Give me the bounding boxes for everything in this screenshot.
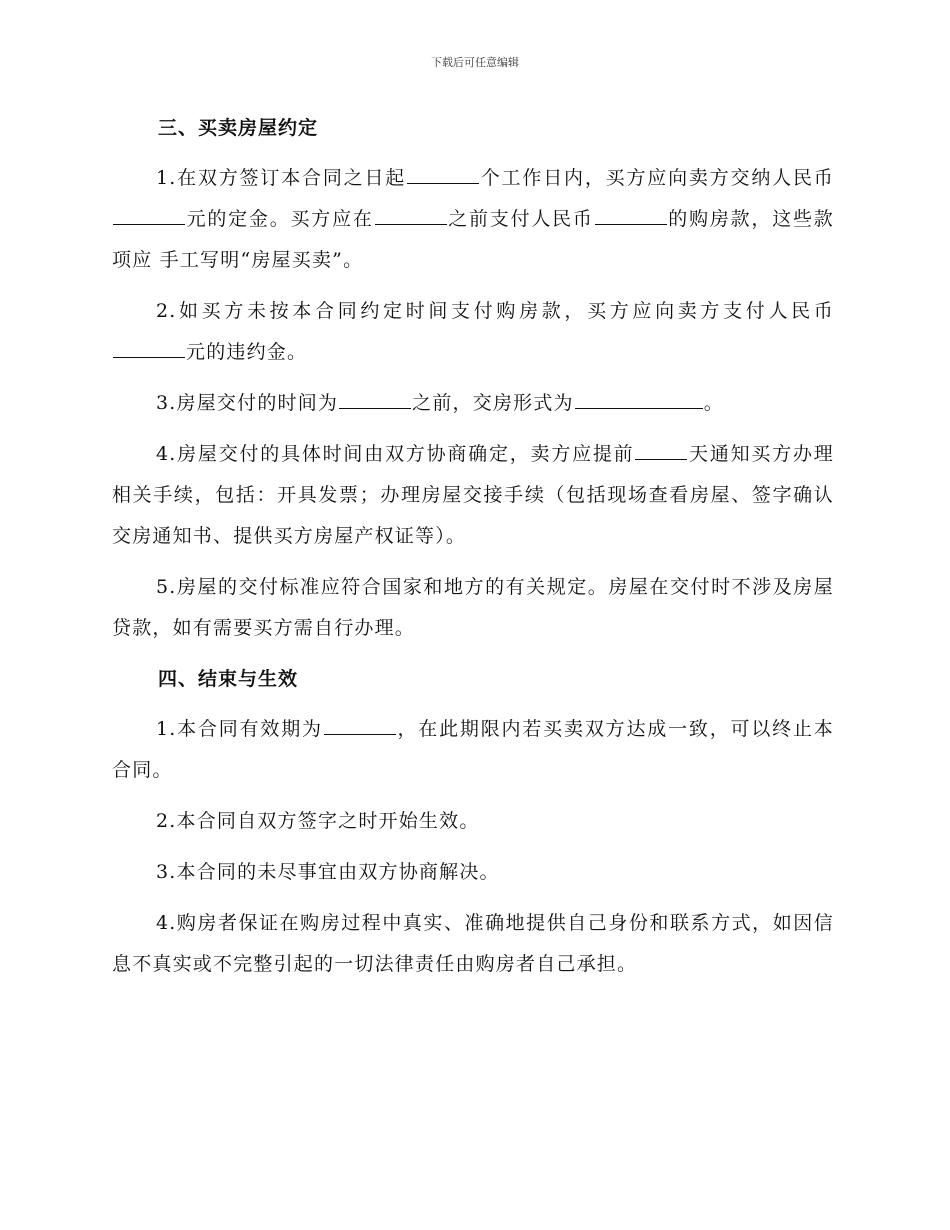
clause-number: 4.	[156, 443, 177, 465]
clause-4-4	[112, 903, 834, 985]
clause-number: 1.	[156, 167, 177, 189]
clause-text: 本合同自双方签字之时开始生效。	[176, 810, 480, 832]
section-heading-3: 三、买卖房屋约定	[158, 117, 319, 139]
fill-blank-delivery-form[interactable]	[575, 407, 703, 409]
document-body	[112, 108, 834, 995]
clause-4-3	[112, 852, 834, 893]
clause-text: ，在此期限内若买卖双方达成一致，可以终止本合同。	[112, 718, 834, 781]
clause-number: 3.	[156, 861, 177, 883]
fill-blank-deposit-amount[interactable]	[113, 223, 185, 225]
clause-text: 元的定金。买方应在	[186, 208, 374, 230]
clause-3-5	[112, 567, 834, 649]
clause-text: 房屋的交付标准应符合国家和地方的有关规定。房屋在交付时不涉及房屋贷款，如有需要买方需自行办理。	[112, 576, 834, 639]
clause-text: 在双方签订本合同之日起	[176, 167, 407, 189]
clause-3-1	[112, 158, 834, 281]
clause-text: 本合同有效期为	[176, 718, 323, 740]
clause-number: 2.	[156, 300, 177, 322]
section-heading-4: 四、结束与生效	[158, 668, 299, 690]
fill-blank-payment-amount[interactable]	[595, 223, 667, 225]
fill-blank-payment-date[interactable]	[375, 223, 447, 225]
clause-text: 购房者保证在购房过程中真实、准确地提供自己身份和联系方式，如因信息不真实或不完整引起的一切法律责任由购房者自己承担。	[112, 912, 834, 975]
clause-number: 3.	[156, 392, 177, 414]
clause-number: 2.	[156, 810, 177, 832]
clause-number: 5.	[156, 576, 177, 598]
clause-text: 之前支付人民币	[447, 208, 594, 230]
clause-3-3	[112, 383, 834, 424]
clause-text: 之前，交房形式为	[412, 392, 574, 414]
clause-text: 的购房款，这些款项应 手工写明“房屋买卖”。	[112, 208, 834, 271]
fill-blank-notice-days[interactable]	[635, 458, 687, 460]
fill-blank-workdays[interactable]	[407, 182, 479, 184]
clause-text: 元的违约金。	[186, 341, 308, 363]
clause-text: 天通知买方办理相关手续，包括：开具发票；办理房屋交接手续（包括现场查看房屋、签字确认交房通知书、提供买方房屋产权证等）。	[112, 443, 834, 547]
clause-text: 。	[703, 392, 724, 414]
clause-3-4	[112, 434, 834, 557]
clause-number: 4.	[156, 912, 177, 934]
clause-4-2	[112, 801, 834, 842]
clause-text: 个工作日内，买方应向卖方交纳人民币	[480, 167, 834, 189]
fill-blank-penalty-amount[interactable]	[113, 356, 185, 358]
page-header-note: 下载后可任意编辑	[431, 56, 519, 69]
fill-blank-delivery-date[interactable]	[339, 407, 411, 409]
fill-blank-validity-period[interactable]	[324, 733, 396, 735]
clause-3-2	[112, 291, 834, 373]
clause-text: 本合同的未尽事宜由双方协商解决。	[176, 861, 500, 883]
clause-text: 房屋交付的具体时间由双方协商确定，卖方应提前	[176, 443, 635, 465]
clause-text: 如买方未按本合同约定时间支付购房款，买方应向卖方支付人民币	[176, 300, 834, 322]
clause-text: 房屋交付的时间为	[176, 392, 339, 414]
clause-number: 1.	[156, 718, 177, 740]
clause-4-1	[112, 709, 834, 791]
